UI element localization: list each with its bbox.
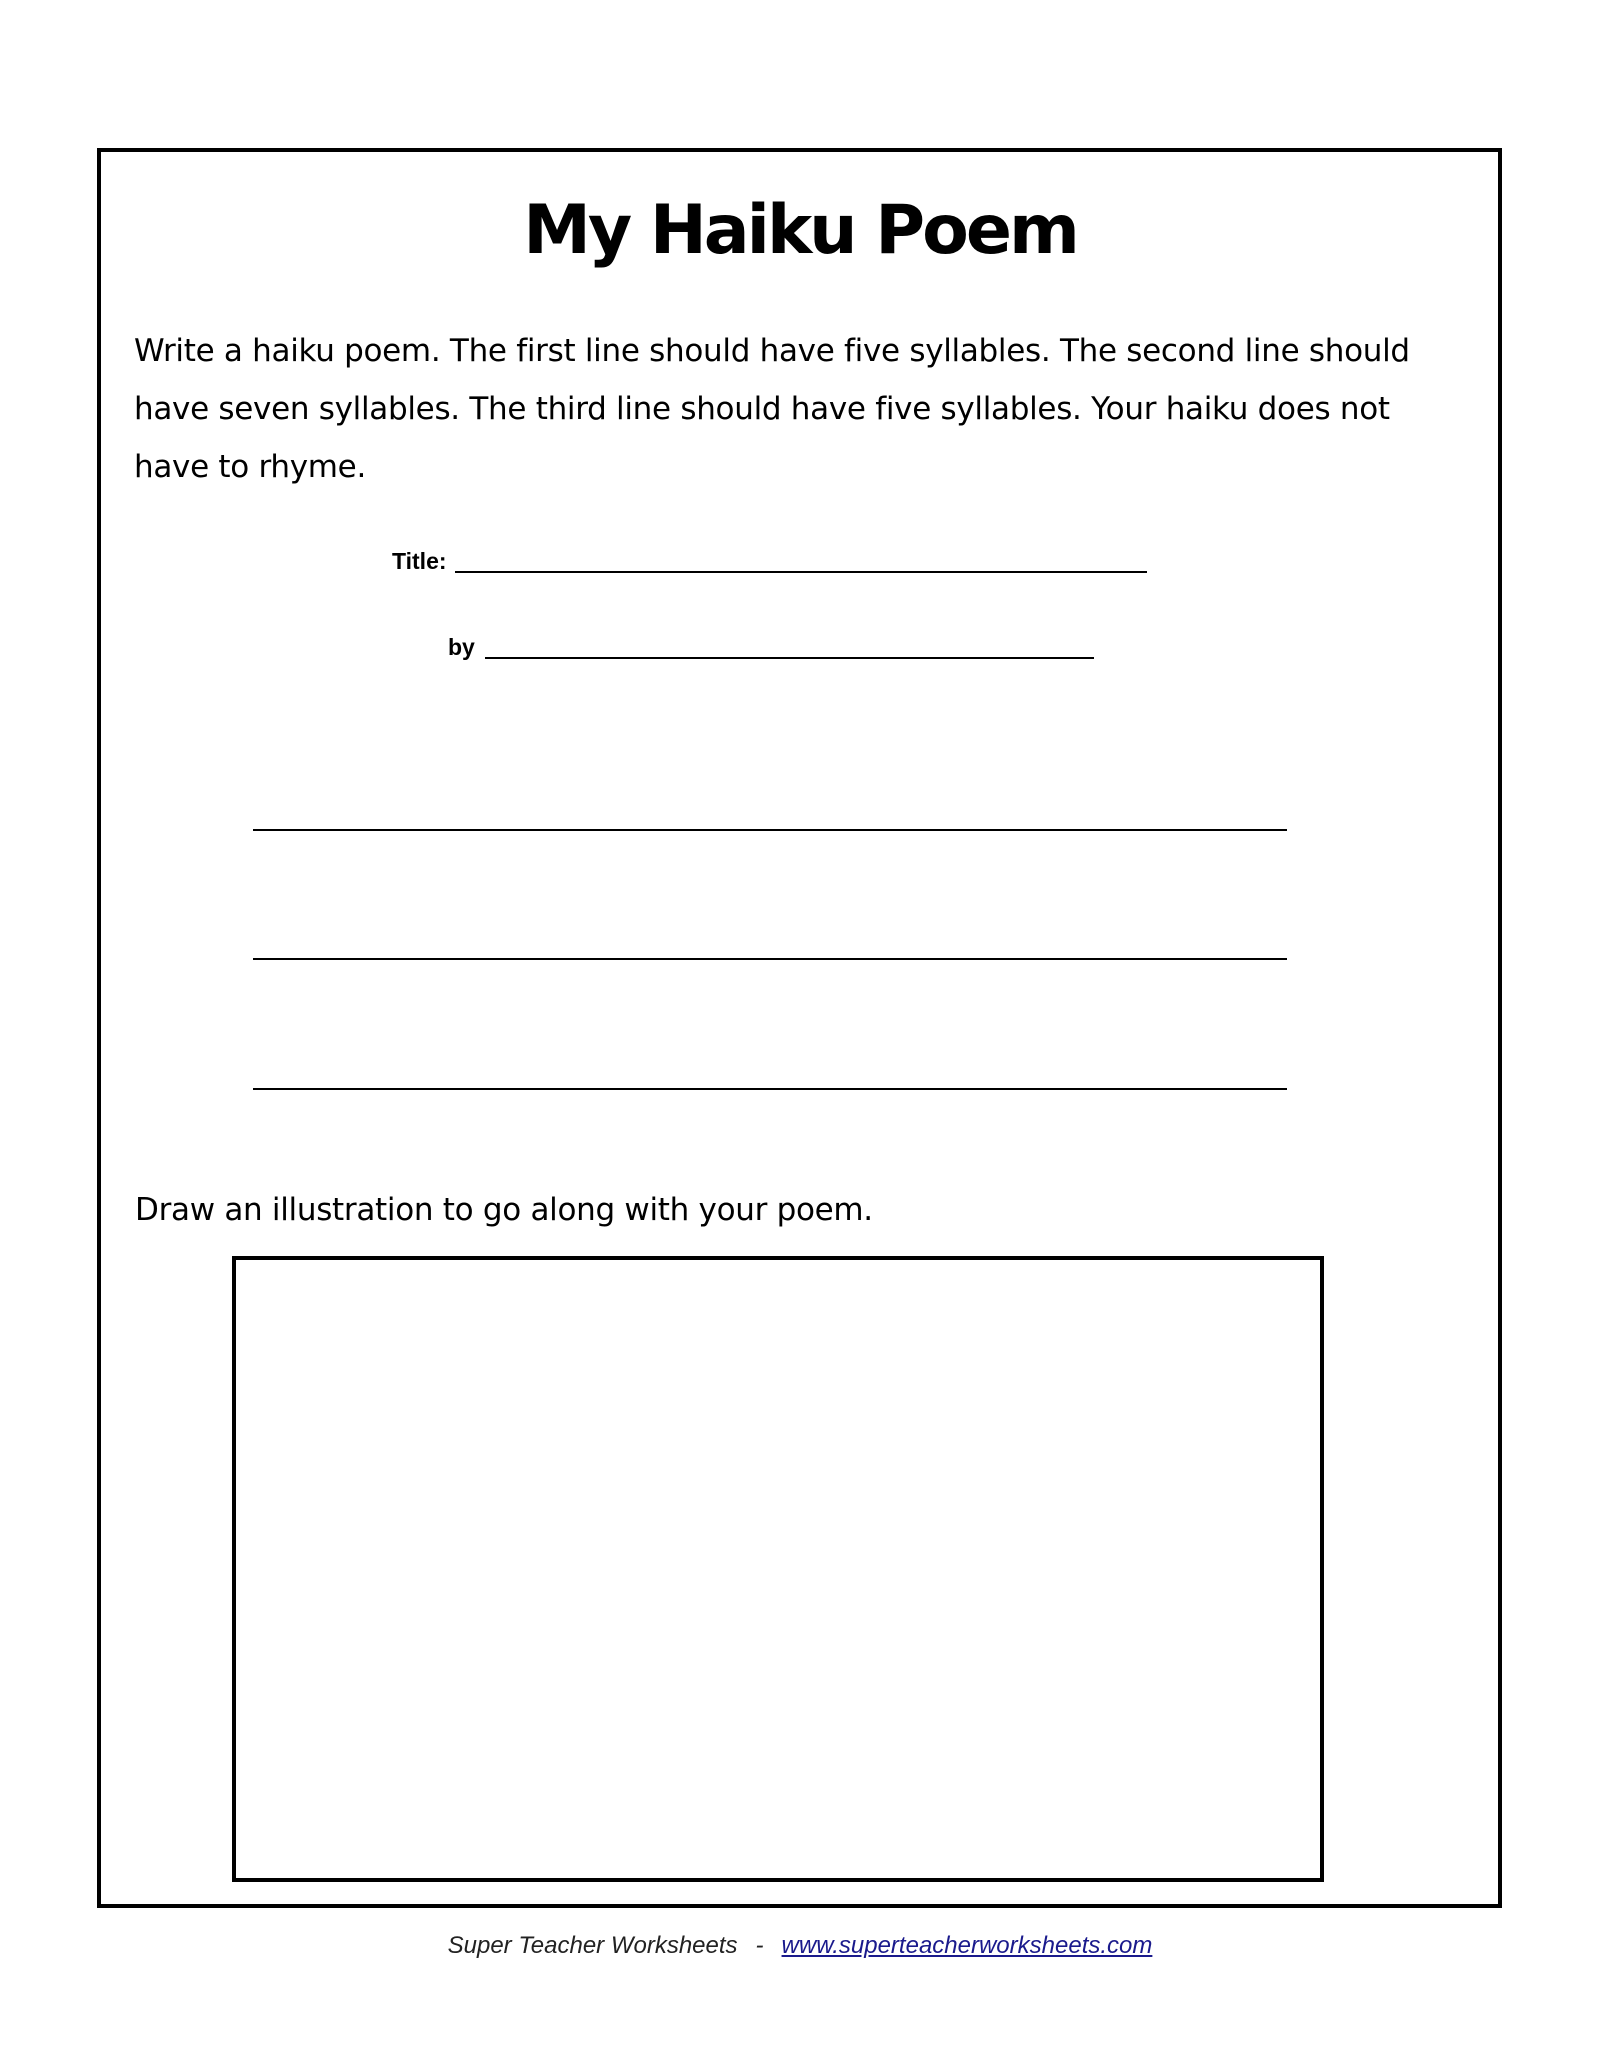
poem-line-1[interactable] — [253, 829, 1287, 831]
poem-line-3[interactable] — [253, 1088, 1287, 1090]
title-label: Title: — [392, 548, 447, 574]
draw-prompt: Draw an illustration to go along with your poem. — [135, 1192, 873, 1228]
page-title: My Haiku Poem — [523, 191, 1077, 270]
footer-brand: Super Teacher Worksheets — [447, 1932, 738, 1959]
instructions-text: Write a haiku poem. The first line should have five syllables. The second line should have seven syllables. The third line should have five syllables. Your haiku does not have to rhyme. — [134, 333, 1410, 485]
author-line[interactable] — [485, 657, 1094, 659]
footer-link[interactable]: www.superteacherworksheets.com — [781, 1932, 1153, 1959]
footer-separator: - — [755, 1932, 764, 1959]
poem-line-2[interactable] — [253, 958, 1287, 960]
title-line[interactable] — [455, 571, 1147, 573]
illustration-box[interactable] — [232, 1256, 1324, 1882]
footer — [0, 1932, 1600, 1960]
author-label: by — [448, 634, 475, 660]
